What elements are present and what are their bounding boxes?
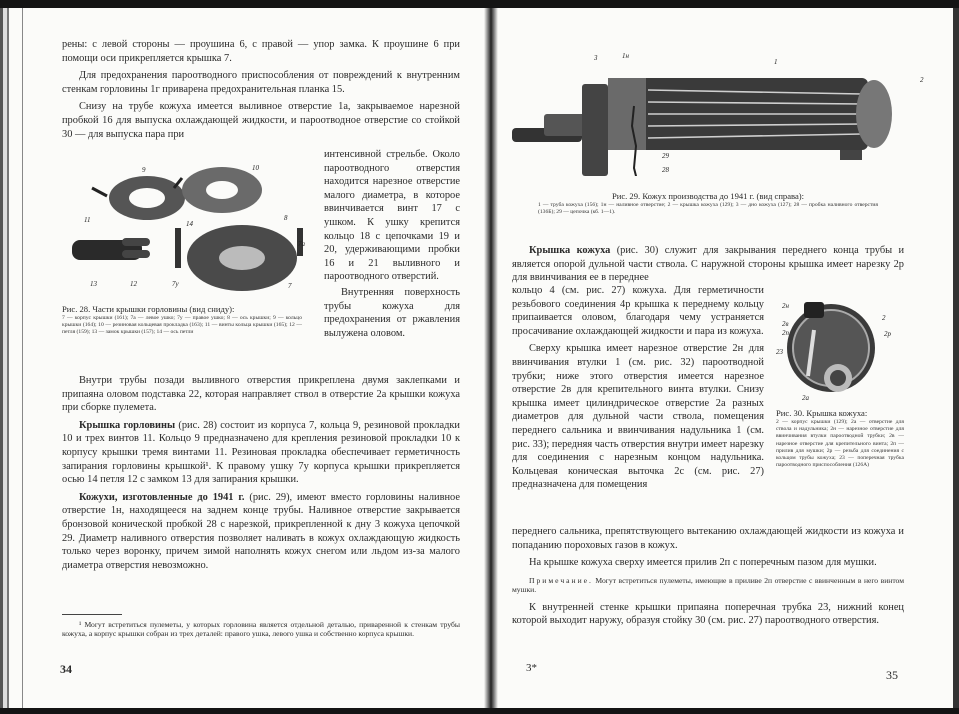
figure-28-caption <box>62 304 302 337</box>
note-label: Примечание. <box>529 575 593 585</box>
figure-30 <box>776 296 896 406</box>
subheading: Крышка горловины <box>79 419 176 431</box>
caption-body: 7 — корпус крышки (161); 7а — левое ушко; 7у — правое ушко; 8 — ось крышки; 9 — кольцо крышки (164); 10 — резиновая кольцевая прокладка (163); 11 — винты кольца крышки (165); 12 — петля (159); 13 — замок крышки (157); 14 — ось петли <box>62 315 302 336</box>
paragraph: Снизу на трубе кожуха имеется выливное отверстие 1а, закрываемое нарезной пробкой 16 для выпуска охлаждающей жидкости, и пароотводное отверстие со стойкой 30 — для выпуска пара при <box>62 101 460 140</box>
book-spread <box>0 8 959 708</box>
figure-label: 2 <box>920 76 924 84</box>
paragraph: Внутри трубы позади выливного отверстия прикреплена двумя заклепками и припаяна оловом подставка 22, которая направляет ствол в отверстие 2а крышки кожуха при сборке пулемета. <box>62 375 460 414</box>
page-number: 35 <box>886 668 898 682</box>
barrel-jacket-illustration <box>512 36 904 176</box>
caption-title: Рис. 29. Кожух производства до 1941 г. (вид справа): <box>611 191 805 201</box>
paragraph: переднего сальника, препятствующего вытеканию охлаждающей жидкости из кожуха и попаданию пороховых газов в кожух. <box>512 526 904 551</box>
paragraph-text: (рис. 30) служит для закрывания переднего конца трубы и является опорой дульной части ствола. С наружной стороны крышка имеет нарезку 2р для ввинчивания ее в переднее <box>512 245 905 284</box>
figure-29 <box>512 36 924 176</box>
right-page <box>512 8 924 708</box>
caption-title: Рис. 30. Крышка кожуха: <box>776 408 868 418</box>
figure-label: 2а <box>802 394 809 402</box>
paragraph: кольцо 4 (см. рис. 27) кожуха. Для герметичности резьбового соединения 4р крышка к переднему кольцу припаивается оловом, благодаря чему устраняется просачивание охлаждающей жидкости и пара из кожуха. <box>512 285 764 337</box>
figure-label: 9 <box>142 166 146 174</box>
footnote-rule <box>62 614 122 615</box>
figure-label: 1н <box>622 52 629 60</box>
figure-label: 23 <box>776 348 783 356</box>
figure-label: 11 <box>84 216 91 224</box>
figure-29-caption <box>538 191 878 216</box>
paragraph: К внутренней стенке крышки припаяна поперечная трубка 23, нижний конец которой выходит наружу, образуя стойку 30 (см. рис. 27) пароотводного отверстия. <box>512 601 904 627</box>
figure-label: 8 <box>284 214 288 222</box>
paragraph <box>512 244 904 285</box>
figure-label: 3 <box>594 54 598 62</box>
figure-label: 1 <box>774 58 778 66</box>
subheading: Крышка кожуха <box>529 245 611 256</box>
figure-label: 7 <box>288 282 292 290</box>
caption-title: Рис. 28. Части крышки горловины (вид сниду): <box>62 304 235 314</box>
figure-label: 14 <box>186 220 193 228</box>
figure-label: 2н <box>782 302 789 310</box>
figure-label: 2 <box>882 314 886 322</box>
book-spine <box>484 8 498 708</box>
page-stack-edge <box>0 8 23 708</box>
figure-label: 2р <box>884 330 891 338</box>
figure-label: 13 <box>90 280 97 288</box>
figure-label: 10 <box>252 164 259 172</box>
caption-body: 1 — труба кожуха (156); 1н — наливное отверстие; 2 — крышка кожуха (129); 3 — дно кожуха (127); 28 — пробка наливного отверстия (136Б); 29 — цепочка (кб. 1—1). <box>538 202 878 216</box>
signature-mark: 3* <box>526 662 537 674</box>
caption-body: 2 — корпус крышки (129); 2а — отверстие для ствола и надульника; 2н — нарезное отверстие для ввинчивания втулки пароотводной трубки; 2в — нарезное отверстие для крепительного винта; 2п — прилив для мушки; 2р — резьба для соединения с кольцом трубы кожуха; 23 — поперечная трубка пароотводного приспособления (126А) <box>776 419 904 469</box>
figure-30-caption <box>776 408 904 469</box>
paragraph: Сверху крышка имеет нарезное отверстие 2н для ввинчивания втулки 1 (см. рис. 32) пароотводной трубки; ниже этого отверстия имеется нарезное отверстие 2в для крепительного винта втулки. Снизу крышка имеет цилиндрическое отверстие 2а разных диаметров для дульной части ствола, помещения переднего сальника и ввинчивания надульника 1 (см. рис. 33); передняя часть отверстия внутри имеет нарезку для соединения с нарезным концом надульника. Кольцевая коническая выточка 2с (см. рис. 27) предназначена для помещения <box>512 343 764 491</box>
figure-28 <box>62 158 312 298</box>
figure-label: 29 <box>662 152 669 160</box>
paragraph-text: (рис. 28) состоит из корпуса 7, кольца 9, резиновой прокладки 10 и трех винтов 11. Кольцо 9 предназначено для крепления резиновой прокладки 10 к корпусу крышки тремя винтами 11. Резиновая прокладка обеспечивает герметичность запирания горловины крышкой¹. К правому ушку 7у корпуса крышки прикрепляется осью 14 петля 12 с замком 13 для запирания крышки. <box>62 419 460 486</box>
paragraph-text: (рис. 29), имеют вместо горловины наливное отверстие 1н, находящееся на заднем конце трубы. Наливное отверстие закрывается бронзовой конической пробкой 28 с нарезкой, прикрепленной к дну 3 кожуха цепочкой 29. Диаметр наливного отверстия позволяет наливать в кожух охлаждающую жидкость только через воронку, причем зимой наполнять кожух снегом или льдом из-за малого диаметра отверстия невозможно. <box>62 491 460 571</box>
jacket-cover-illustration <box>776 296 896 406</box>
figure-label: 2п <box>782 329 789 337</box>
page-edge-right <box>953 8 959 708</box>
figure-label: 7а <box>298 240 305 248</box>
cover-parts-illustration <box>62 158 312 298</box>
paragraph: Для предохранения пароотводного приспособления от повреждений к внутренним стенкам горловины 1г приварена предохранительная планка 15. <box>62 70 460 95</box>
page-number: 34 <box>60 662 72 676</box>
paragraph: рены: с левой стороны — проушина 6, с правой — упор замка. К проушине 6 при помощи оси прикрепляется крышка 7. <box>62 39 460 64</box>
paragraph: На крышке кожуха сверху имеется прилив 2п с поперечным пазом для мушки. <box>529 557 877 569</box>
paragraph: интенсивной стрельбе. Около пароотводного отверстия находится нарезное отверстие малого диаметра, в которое ввинчивается винт 17 с ушком. К ушку крепится кольцо 18 с цепочками 19 и 20, удерживающими пробки 16 и 21 выливного и пароотводного отверстий. <box>324 149 460 283</box>
figure-label: 12 <box>130 280 137 288</box>
paragraph <box>62 419 460 487</box>
paragraph: Внутренняя поверхность трубы кожуха для предохранения от ржавления вылужена оловом. <box>324 286 460 339</box>
figure-label: 2в <box>782 320 789 328</box>
paragraph <box>62 491 460 573</box>
left-page <box>62 8 460 708</box>
footnote: ¹ Могут встретиться пулеметы, у которых горловина является отдельной деталью, приваренной к стенкам трубы кожуха, а корпус крышки собран из трех деталей: правого ушка, левого ушка и собственно корпуса крышки. <box>62 620 460 639</box>
figure-label: 28 <box>662 166 669 174</box>
subheading: Кожухи, изготовленные до 1941 г. <box>79 491 245 503</box>
figure-label: 7у <box>172 280 179 288</box>
note-text: Могут встретиться пулеметы, имеющие в приливе 2п отверстие с ввинченным в него винтом мушки. <box>512 575 904 595</box>
note <box>512 576 904 595</box>
